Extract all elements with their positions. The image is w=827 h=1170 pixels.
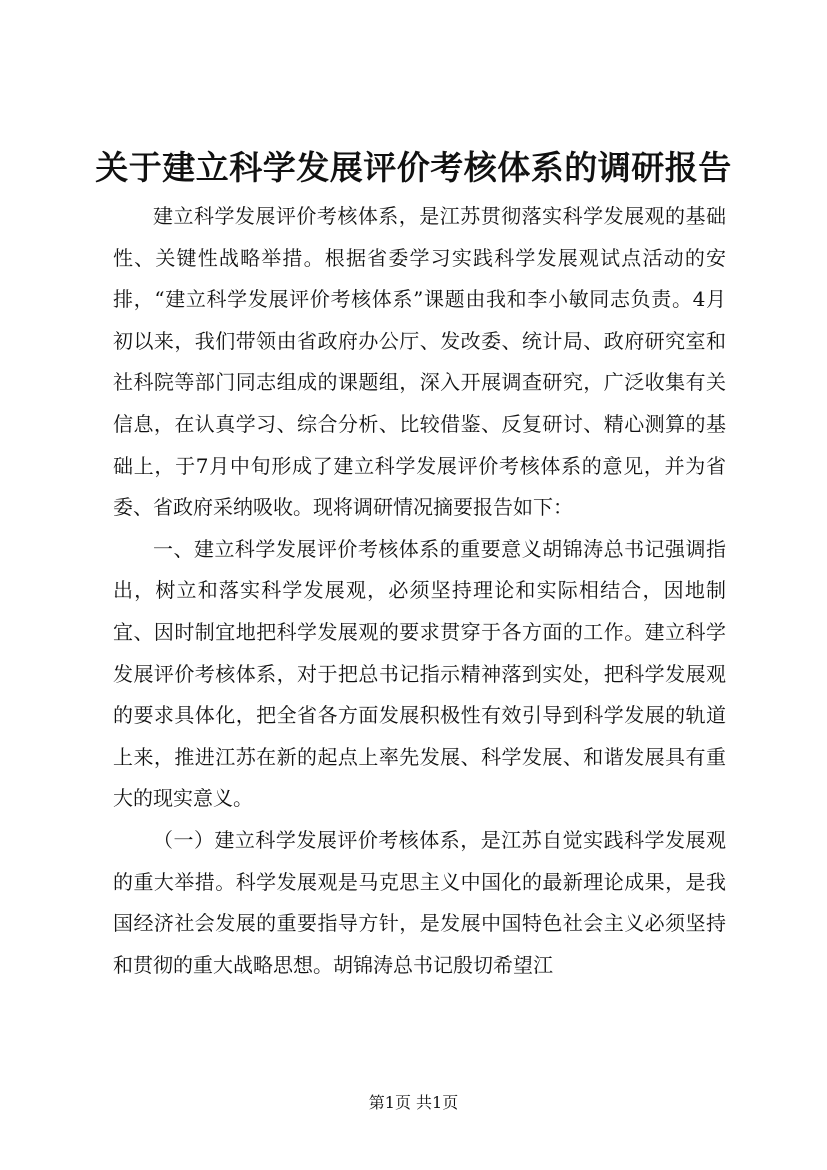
document-title: 关于建立科学发展评价考核体系的调研报告 (95, 148, 732, 187)
paragraph-intro: 建立科学发展评价考核体系，是江苏贯彻落实科学发展观的基础性、关键性战略举措。根据省委学习实践科学发展观试点活动的安排，“建立科学发展评价考核体系”课题由我和李小敏同志负责。4月初以来，我们带领由省政府办公厅、发改委、统计局、政府研究室和社科院等部门同志组成的课题组，深入开展调查研究，广泛收集有关信息，在认真学习、综合分析、比较借鉴、反复研讨、精心测算的基础上，于7月中旬形成了建立科学发展评价考核体系的意见，并为省委、省政府采纳吸收。现将调研情况摘要报告如下： (113, 204, 726, 520)
paragraph-subsection-one: （一）建立科学发展评价考核体系，是江苏自觉实践科学发展观的重大举措。科学发展观是马克思主义中国化的最新理论成果，是我国经济社会发展的重要指导方针，是发展中国特色社会主义必须坚持和贯彻的重大战略思想。胡锦涛总书记殷切希望江 (113, 827, 726, 977)
paragraph-section-one: 一、建立科学发展评价考核体系的重要意义胡锦涛总书记强调指出，树立和落实科学发展观，必须坚持理论和实际相结合，因地制宜、因时制宜地把科学发展观的要求贯穿于各方面的工作。建立科学发展评价考核体系，对于把总书记指示精神落到实处，把科学发展观的要求具体化，把全省各方面发展积极性有效引导到科学发展的轨道上来，推进江苏在新的起点上率先发展、科学发展、和谐发展具有重大的现实意义。 (113, 536, 726, 811)
page-footer: 第1页 共1页 (368, 1093, 459, 1112)
document-body (113, 196, 726, 986)
